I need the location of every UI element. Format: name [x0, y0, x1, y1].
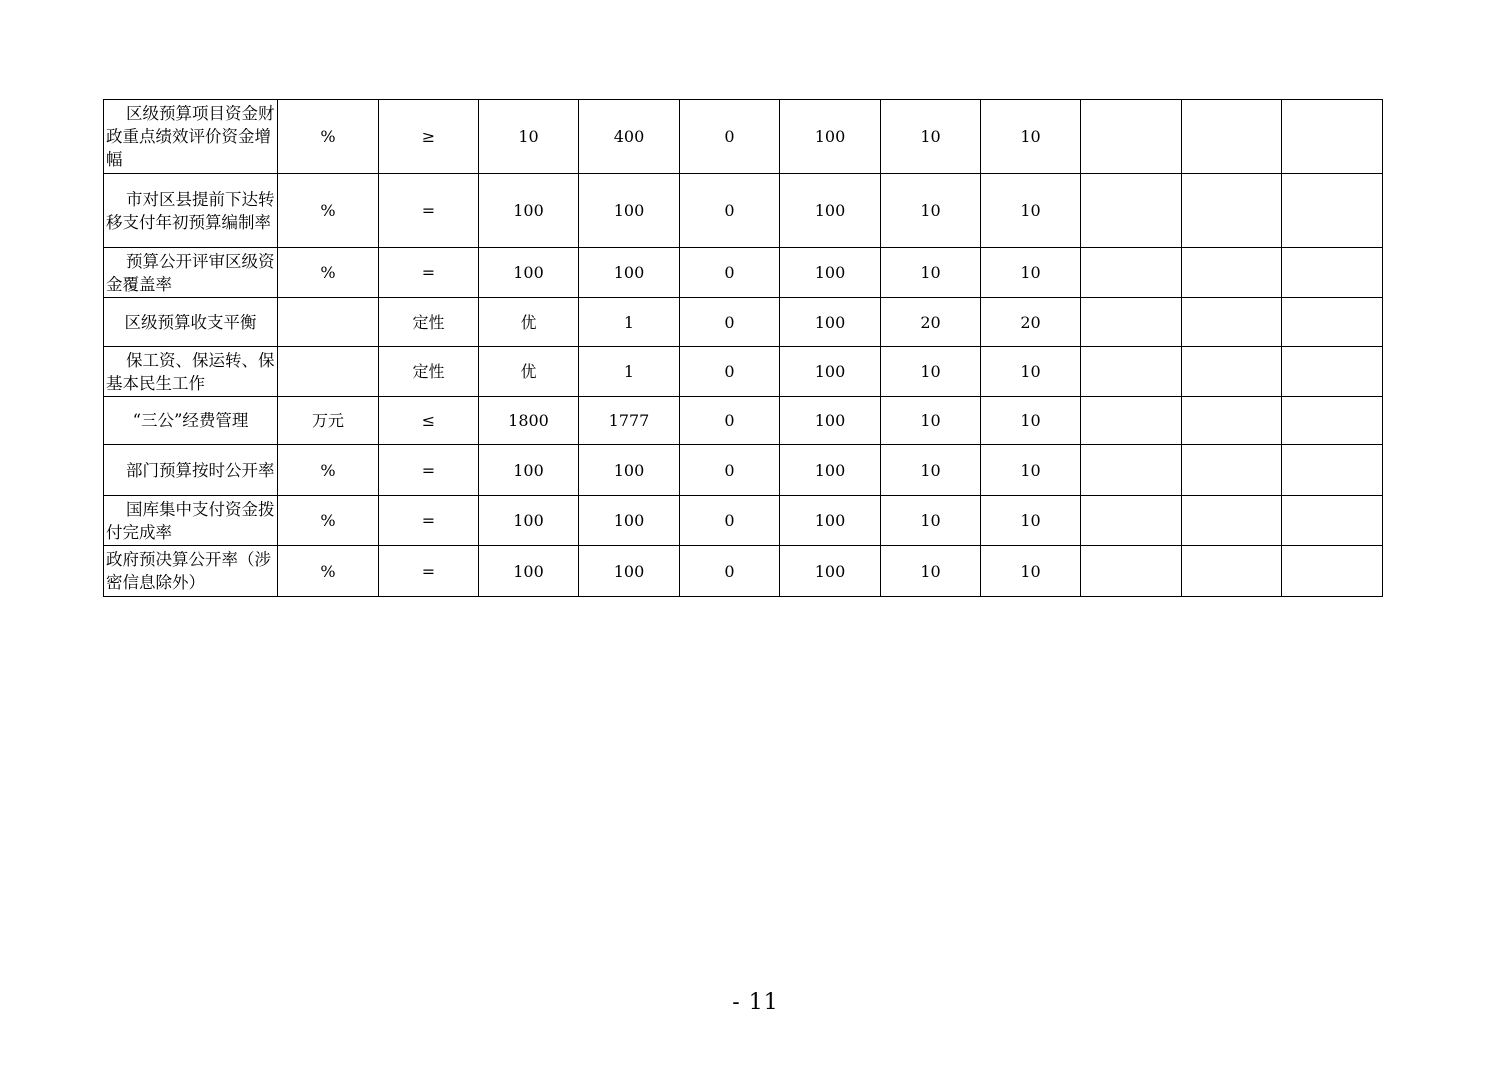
indicator-name: 部门预算按时公开率 — [104, 445, 278, 496]
value-cell: 0 — [680, 546, 780, 597]
empty-cell — [1282, 347, 1383, 397]
value-cell: 10 — [881, 546, 981, 597]
actual-cell: 100 — [579, 445, 680, 496]
unit-cell — [278, 298, 379, 347]
empty-cell — [1182, 397, 1282, 445]
empty-cell — [1282, 496, 1383, 546]
value-cell: 0 — [680, 298, 780, 347]
value-cell: 20 — [881, 298, 981, 347]
actual-cell: 400 — [579, 100, 680, 174]
value-cell: 20 — [981, 298, 1081, 347]
value-cell: 100 — [780, 100, 881, 174]
target-cell: 优 — [479, 298, 579, 347]
actual-cell: 100 — [579, 496, 680, 546]
empty-cell — [1182, 347, 1282, 397]
value-cell: 0 — [680, 397, 780, 445]
target-cell: 100 — [479, 174, 579, 248]
empty-cell — [1282, 546, 1383, 597]
value-cell: 10 — [981, 174, 1081, 248]
actual-cell: 1 — [579, 298, 680, 347]
value-cell: 100 — [780, 347, 881, 397]
empty-cell — [1182, 100, 1282, 174]
empty-cell — [1282, 174, 1383, 248]
empty-cell — [1081, 397, 1182, 445]
operator-cell: 定性 — [379, 347, 479, 397]
value-cell: 10 — [981, 445, 1081, 496]
target-cell: 100 — [479, 248, 579, 298]
table-row — [104, 248, 1383, 298]
value-cell: 10 — [881, 100, 981, 174]
empty-cell — [1182, 248, 1282, 298]
value-cell: 10 — [981, 397, 1081, 445]
empty-cell — [1282, 100, 1383, 174]
operator-cell: = — [379, 248, 479, 298]
actual-cell: 100 — [579, 174, 680, 248]
value-cell: 100 — [780, 397, 881, 445]
actual-cell: 1777 — [579, 397, 680, 445]
value-cell: 0 — [680, 174, 780, 248]
empty-cell — [1081, 496, 1182, 546]
indicator-name: 保工资、保运转、保基本民生工作 — [104, 347, 278, 397]
empty-cell — [1182, 174, 1282, 248]
empty-cell — [1081, 248, 1182, 298]
unit-cell — [278, 347, 379, 397]
actual-cell: 1 — [579, 347, 680, 397]
operator-cell: ≤ — [379, 397, 479, 445]
value-cell: 100 — [780, 445, 881, 496]
value-cell: 10 — [881, 347, 981, 397]
target-cell: 10 — [479, 100, 579, 174]
target-cell: 1800 — [479, 397, 579, 445]
value-cell: 0 — [680, 347, 780, 397]
value-cell: 10 — [981, 546, 1081, 597]
indicator-name: 市对区县提前下达转移支付年初预算编制率 — [104, 174, 278, 248]
empty-cell — [1182, 298, 1282, 347]
value-cell: 10 — [981, 100, 1081, 174]
table-row — [104, 546, 1383, 597]
target-cell: 100 — [479, 546, 579, 597]
unit-cell: 万元 — [278, 397, 379, 445]
unit-cell: % — [278, 248, 379, 298]
empty-cell — [1081, 174, 1182, 248]
empty-cell — [1282, 248, 1383, 298]
value-cell: 10 — [881, 248, 981, 298]
indicator-name: 区级预算项目资金财政重点绩效评价资金增幅 — [104, 100, 278, 174]
operator-cell: = — [379, 546, 479, 597]
unit-cell: % — [278, 100, 379, 174]
value-cell: 100 — [780, 174, 881, 248]
value-cell: 0 — [680, 496, 780, 546]
value-cell: 10 — [881, 397, 981, 445]
table-row — [104, 496, 1383, 546]
performance-indicator-table — [103, 99, 1383, 597]
target-cell: 优 — [479, 347, 579, 397]
empty-cell — [1282, 397, 1383, 445]
indicator-name: 区级预算收支平衡 — [104, 298, 278, 347]
value-cell: 100 — [780, 546, 881, 597]
indicator-name: “三公”经费管理 — [104, 397, 278, 445]
operator-cell: ≥ — [379, 100, 479, 174]
actual-cell: 100 — [579, 546, 680, 597]
value-cell: 10 — [881, 445, 981, 496]
operator-cell: 定性 — [379, 298, 479, 347]
empty-cell — [1081, 445, 1182, 496]
value-cell: 10 — [881, 496, 981, 546]
value-cell: 0 — [680, 100, 780, 174]
operator-cell: = — [379, 174, 479, 248]
indicator-name: 预算公开评审区级资金覆盖率 — [104, 248, 278, 298]
empty-cell — [1182, 445, 1282, 496]
value-cell: 10 — [981, 496, 1081, 546]
table-row — [104, 445, 1383, 496]
indicator-name: 政府预决算公开率（涉密信息除外） — [104, 546, 278, 597]
value-cell: 10 — [881, 174, 981, 248]
table-row — [104, 174, 1383, 248]
empty-cell — [1081, 100, 1182, 174]
empty-cell — [1282, 298, 1383, 347]
value-cell: 0 — [680, 248, 780, 298]
value-cell: 100 — [780, 496, 881, 546]
value-cell: 10 — [981, 347, 1081, 397]
table-row — [104, 347, 1383, 397]
target-cell: 100 — [479, 496, 579, 546]
value-cell: 0 — [680, 445, 780, 496]
empty-cell — [1182, 546, 1282, 597]
value-cell: 100 — [780, 248, 881, 298]
value-cell: 100 — [780, 298, 881, 347]
value-cell: 10 — [981, 248, 1081, 298]
empty-cell — [1081, 546, 1182, 597]
table-row — [104, 298, 1383, 347]
unit-cell: % — [278, 546, 379, 597]
table-row — [104, 100, 1383, 174]
empty-cell — [1282, 445, 1383, 496]
page-number: - 11 — [732, 990, 779, 1015]
table-row — [104, 397, 1383, 445]
target-cell: 100 — [479, 445, 579, 496]
unit-cell: % — [278, 174, 379, 248]
unit-cell: % — [278, 496, 379, 546]
empty-cell — [1182, 496, 1282, 546]
indicator-name: 国库集中支付资金拨付完成率 — [104, 496, 278, 546]
actual-cell: 100 — [579, 248, 680, 298]
operator-cell: = — [379, 445, 479, 496]
empty-cell — [1081, 298, 1182, 347]
unit-cell: % — [278, 445, 379, 496]
operator-cell: = — [379, 496, 479, 546]
empty-cell — [1081, 347, 1182, 397]
